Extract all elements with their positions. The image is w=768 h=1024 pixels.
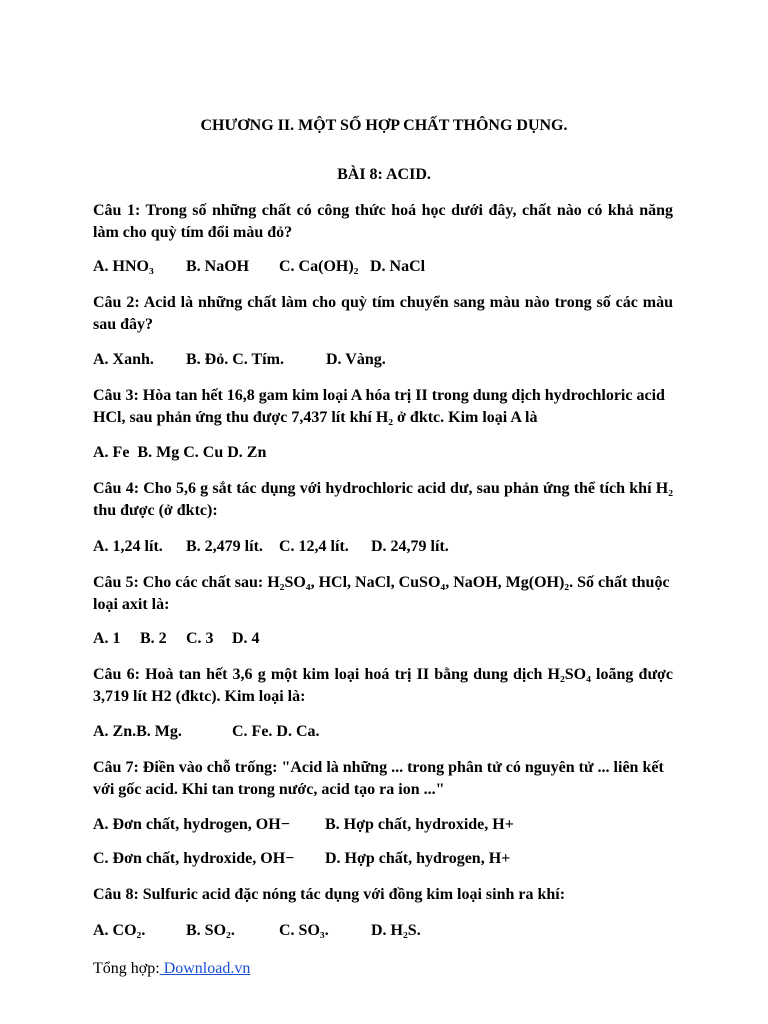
question-7: Câu 7: Điền vào chỗ trống: "Acid là những ... trong phân tử có nguyên tử ... liên kết với gốc acid. Khi tan trong nước, acid tạo ra ion ...": [93, 759, 664, 798]
footer: [93, 958, 250, 980]
download-link[interactable]: Download.vn: [159, 960, 251, 977]
q8-option-d: D. H₂S.: [371, 922, 421, 939]
q2-option-a: A. Xanh.: [93, 351, 154, 368]
q5-option-b: B. 2: [140, 630, 167, 647]
q5-option-a: A. 1: [93, 630, 121, 647]
q1-option-d: D. NaCl: [370, 258, 426, 275]
q1-option-b: B. NaOH: [186, 258, 250, 275]
q5-option-c: C. 3: [186, 630, 214, 647]
q2-option-bc: B. Đỏ. C. Tím.: [186, 351, 284, 368]
q1-option-c: C. Ca(OH)₂: [279, 258, 359, 275]
question-8: Câu 8: Sulfuric acid đặc nóng tác dụng với đồng kim loại sinh ra khí:: [93, 886, 566, 903]
q7-option-d: D. Hợp chất, hydrogen, H+: [325, 850, 511, 867]
q3-options: A. Fe B. Mg C. Cu D. Zn: [93, 444, 267, 461]
question-2: Câu 2: Acid là những chất làm cho quỳ tím chuyển sang màu nào trong số các màu sau đây?: [93, 294, 673, 333]
q7-option-b: B. Hợp chất, hydroxide, H+: [325, 816, 514, 833]
q1-option-a: A. HNO₃: [93, 258, 154, 275]
q4-option-b: B. 2,479 lít.: [186, 538, 263, 555]
q6-option-ab: A. Zn.B. Mg.: [93, 723, 182, 740]
q8-option-b: B. SO₂.: [186, 922, 235, 939]
footer-label: Tổng hợp:: [93, 960, 160, 977]
question-3: Câu 3: Hòa tan hết 16,8 gam kim loại A hóa trị II trong dung dịch hydrochloric acid HCl, sau phản ứng thu được 7,437 lít khí H₂ ở đktc. Kim loại A là: [93, 387, 665, 426]
question-4: Câu 4: Cho 5,6 g sắt tác dụng với hydrochloric acid dư, sau phản ứng thể tích khí H₂ thu được (ở đktc):: [93, 480, 673, 519]
question-1: Câu 1: Trong số những chất có công thức hoá học dưới đây, chất nào có khả năng làm cho quỳ tím đổi màu đỏ?: [93, 202, 673, 241]
q8-option-c: C. SO₃.: [279, 922, 329, 939]
q7-option-a: A. Đơn chất, hydrogen, OH−: [93, 816, 290, 833]
q7-option-c: C. Đơn chất, hydroxide, OH−: [93, 850, 295, 867]
q4-option-d: D. 24,79 lít.: [371, 538, 449, 555]
q4-option-a: A. 1,24 lít.: [93, 538, 163, 555]
q8-option-a: A. CO₂.: [93, 922, 146, 939]
question-5: Câu 5: Cho các chất sau: H₂SO₄, HCl, NaCl, CuSO₄, NaOH, Mg(OH)₂. Số chất thuộc loại axit là:: [93, 574, 670, 613]
q5-option-d: D. 4: [232, 630, 260, 647]
lesson-title: BÀI 8: ACID.: [337, 166, 431, 183]
q2-option-d: D. Vàng.: [326, 351, 386, 368]
q6-option-cd: C. Fe. D. Ca.: [232, 723, 320, 740]
q4-option-c: C. 12,4 lít.: [279, 538, 349, 555]
question-6: Câu 6: Hoà tan hết 3,6 g một kim loại hoá trị II bằng dung dịch H₂SO₄ loãng được 3,719 lít H2 (đktc). Kim loại là:: [93, 666, 673, 705]
chapter-title: CHƯƠNG II. MỘT SỐ HỢP CHẤT THÔNG DỤNG.: [200, 117, 568, 134]
